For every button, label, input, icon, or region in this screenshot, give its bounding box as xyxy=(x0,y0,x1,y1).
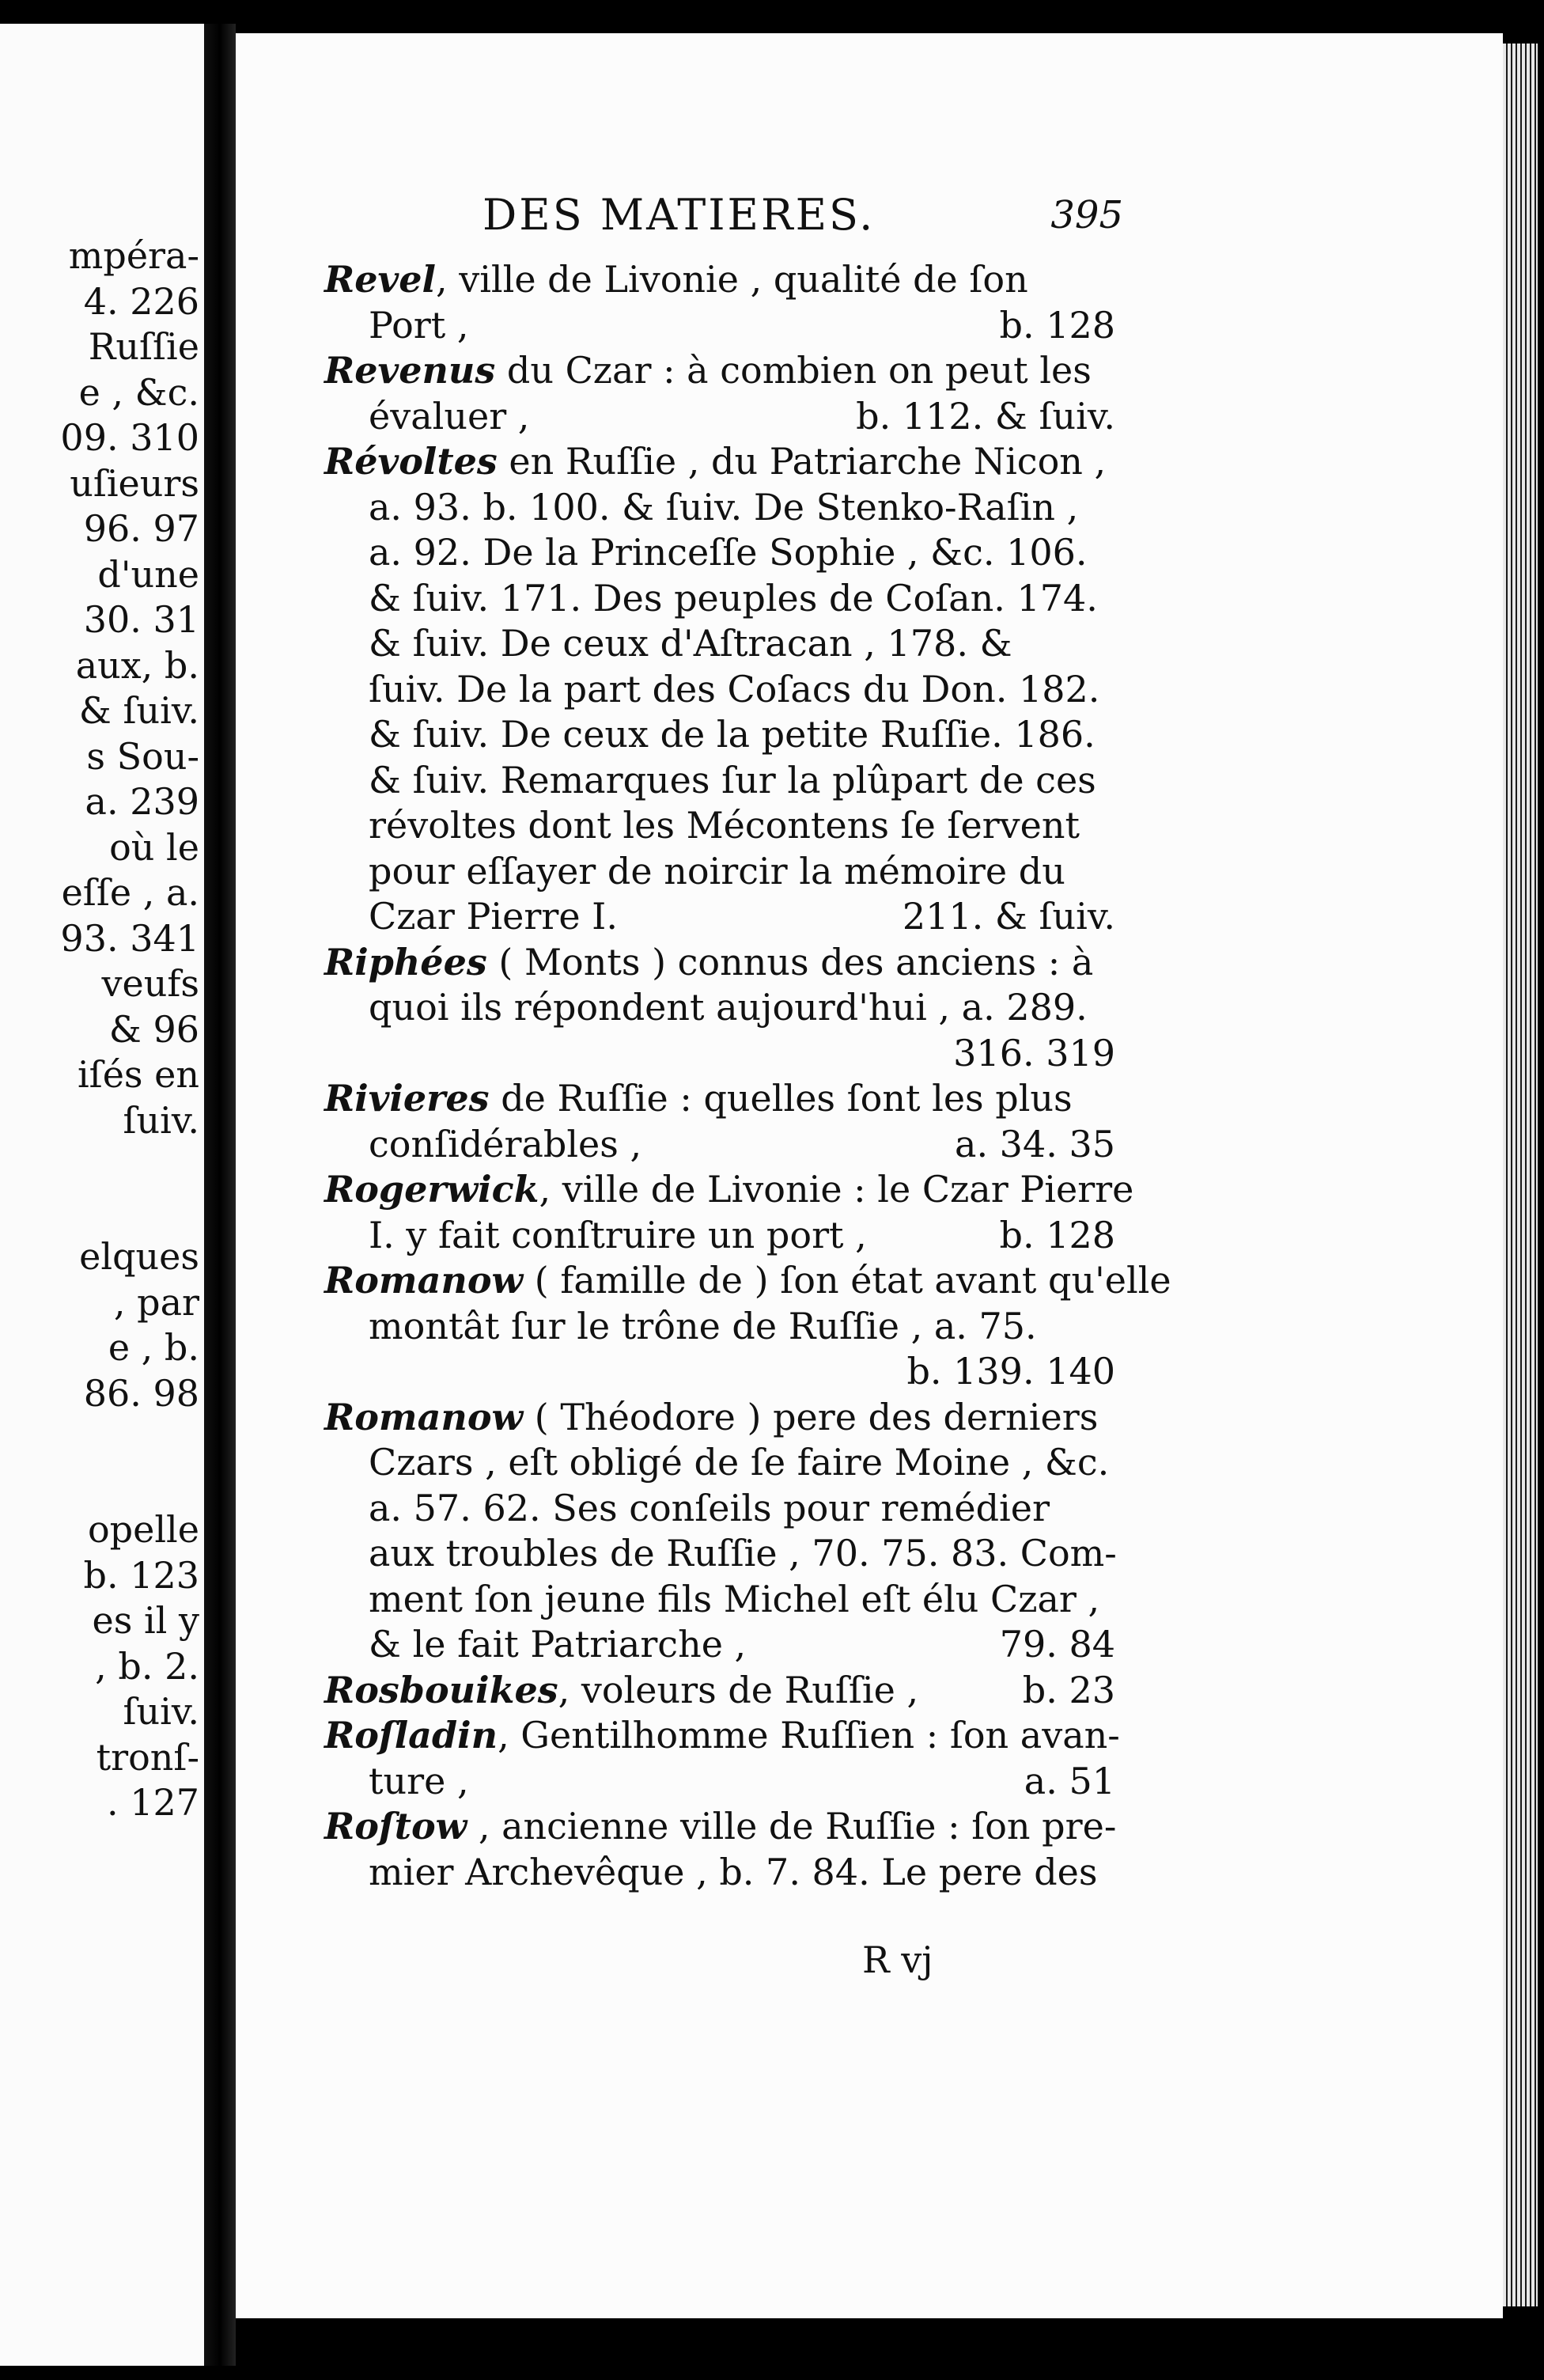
entry-text: montât ſur le trône de Ruſſie , a. 75. xyxy=(369,1304,1037,1347)
left-page-line: 09. 310 xyxy=(60,416,199,459)
index-entry xyxy=(324,940,1115,1077)
entry-text: , voleurs de Ruſſie , xyxy=(558,1668,919,1711)
left-page-line: e , &c. xyxy=(78,370,199,414)
entry-headword: Roſladin xyxy=(324,1714,498,1757)
left-page-line: eſſe , a. xyxy=(61,871,199,914)
entry-line xyxy=(324,485,1115,531)
left-page-line: & ſuiv. xyxy=(78,689,199,732)
page-number: 395 xyxy=(1050,193,1123,237)
left-page-line: aux, b. xyxy=(75,643,199,687)
index-entry xyxy=(324,439,1115,940)
entry-line xyxy=(324,758,1115,804)
entry-line xyxy=(324,849,1115,895)
entry-text: & ſuiv. De ceux d'Aſtracan , 178. & xyxy=(369,622,1012,665)
index-entry xyxy=(324,1668,1115,1714)
entry-line xyxy=(324,1713,1120,1759)
entry-line xyxy=(324,348,1115,394)
entry-text: ment ſon jeune fils Michel eſt élu Czar , xyxy=(369,1577,1100,1620)
entry-line xyxy=(324,894,1115,940)
left-page-line: s Sou- xyxy=(86,734,199,778)
entry-line xyxy=(324,303,1115,349)
index-entry xyxy=(324,257,1115,348)
entry-text: ( Monts ) connus des anciens : à xyxy=(486,940,1094,983)
page-edges xyxy=(1503,44,1538,2306)
entry-text: mier Archevêque , b. 7. 84. Le pere des xyxy=(369,1850,1098,1893)
entry-line xyxy=(324,257,1115,303)
index-entry xyxy=(324,1395,1115,1668)
entry-text: & ſuiv. Remarques ſur la plûpart de ces xyxy=(369,758,1096,802)
entry-text: Czars , eſt obligé de ſe faire Moine , &c. xyxy=(369,1441,1110,1484)
entry-line xyxy=(324,1031,1115,1077)
entry-line xyxy=(324,667,1115,713)
entry-text: & ſuiv. 171. Des peuples de Coſan. 174. xyxy=(369,576,1098,620)
index-entry xyxy=(324,348,1115,439)
running-title: DES MATIERES. xyxy=(482,190,876,240)
entry-text: , Gentilhomme Ruſſien : ſon avan- xyxy=(498,1714,1120,1757)
entry-headword: Romanow xyxy=(324,1395,524,1438)
page-header xyxy=(245,190,1123,245)
entry-line xyxy=(324,1577,1115,1623)
entry-line xyxy=(324,1850,1115,1896)
left-page-line: mpéra- xyxy=(68,234,199,277)
entry-text: , ville de Livonie : le Czar Pierre xyxy=(539,1168,1134,1211)
entry-text: conſidérables , xyxy=(369,1122,642,1165)
entry-text: pour eſſayer de noircir la mémoire du xyxy=(369,849,1065,892)
entry-line xyxy=(324,576,1115,622)
entry-headword: Rivieres xyxy=(324,1077,490,1120)
entry-reference: 316. 319 xyxy=(953,1031,1115,1074)
entry-text: & ſuiv. De ceux de la petite Ruſſie. 186. xyxy=(369,713,1096,756)
entry-reference: 211. & ſuiv. xyxy=(902,895,1115,938)
signature-mark: R vj xyxy=(862,1938,933,1981)
entry-text: I. y fait conſtruire un port , xyxy=(369,1213,867,1256)
left-page-line: 4. 226 xyxy=(83,279,199,323)
left-page-line: ſuiv. xyxy=(123,1098,199,1142)
entry-reference: b. 112. & ſuiv. xyxy=(856,394,1115,438)
entry-reference: b. 139. 140 xyxy=(906,1350,1115,1393)
left-page-line: uſieurs xyxy=(70,461,199,505)
entry-line xyxy=(324,530,1115,576)
entry-text: a. 57. 62. Ses conſeils pour remédier xyxy=(369,1486,1050,1529)
entry-text: révoltes dont les Mécontens ſe ſervent xyxy=(369,804,1080,847)
entry-text: Port , xyxy=(369,303,469,347)
entry-headword: Revel xyxy=(324,258,436,301)
entry-line xyxy=(324,1759,1115,1805)
entry-headword: Roſtow xyxy=(324,1805,467,1848)
entry-reference: b. 128 xyxy=(999,303,1115,347)
entry-text: aux troubles de Ruſſie , 70. 75. 83. Com- xyxy=(369,1532,1117,1575)
left-page-line: b. 123 xyxy=(83,1553,199,1597)
left-page-line: où le xyxy=(109,825,199,869)
book-gutter xyxy=(204,24,236,2366)
left-page-line: 93. 341 xyxy=(60,916,199,960)
entry-line xyxy=(324,1076,1115,1122)
entry-text: a. 92. De la Princeſſe Sophie , &c. 106. xyxy=(369,531,1088,574)
entry-reference: 79. 84 xyxy=(999,1623,1115,1666)
left-page-line: es il y xyxy=(92,1599,199,1642)
left-page-line: elques xyxy=(79,1235,199,1278)
left-page-line: d'une xyxy=(97,552,199,596)
entry-line xyxy=(324,1122,1115,1168)
entry-text: Czar Pierre I. xyxy=(369,895,618,938)
entry-line xyxy=(324,1531,1115,1577)
previous-page-fragment xyxy=(0,24,204,2366)
left-page-line: , par xyxy=(113,1280,199,1324)
left-page-line: opelle xyxy=(87,1508,199,1551)
left-page-line: ſuiv. xyxy=(123,1690,199,1733)
entry-line xyxy=(324,1804,1115,1850)
left-page-line: Ruſſie xyxy=(88,325,199,368)
entry-line xyxy=(324,1668,1115,1714)
left-page-line: . 127 xyxy=(106,1781,199,1824)
entry-text: ture , xyxy=(369,1759,469,1802)
index-entry xyxy=(324,1713,1120,1804)
index-entry xyxy=(324,1076,1115,1167)
entry-text: & le fait Patriarche , xyxy=(369,1623,747,1666)
entry-line xyxy=(324,1486,1115,1532)
entry-line xyxy=(324,621,1115,667)
index-entry xyxy=(324,1258,1171,1395)
entry-headword: Revenus xyxy=(324,349,496,392)
entry-line xyxy=(324,1304,1115,1350)
entry-line xyxy=(324,712,1115,758)
entry-reference: b. 128 xyxy=(999,1213,1115,1256)
entry-text: ſuiv. De la part des Coſacs du Don. 182. xyxy=(369,667,1100,711)
entry-headword: Riphées xyxy=(324,940,487,983)
entry-headword: Rosbouikes xyxy=(324,1668,558,1711)
entry-line xyxy=(324,1167,1134,1213)
left-page-line: e , b. xyxy=(108,1326,199,1369)
index-entry xyxy=(324,1804,1115,1895)
entry-line xyxy=(324,1349,1115,1395)
left-page-line: 30. 31 xyxy=(83,598,199,641)
entry-text: en Ruſſie , du Patriarche Nicon , xyxy=(497,440,1107,483)
entry-headword: Révoltes xyxy=(324,440,498,483)
left-page-line: 96. 97 xyxy=(83,507,199,550)
entry-text: quoi ils répondent aujourd'hui , a. 289. xyxy=(369,986,1088,1029)
entry-text: ( Théodore ) pere des derniers xyxy=(523,1395,1099,1438)
entry-text: , ville de Livonie , qualité de ſon xyxy=(435,258,1028,301)
entry-text: évaluer , xyxy=(369,394,530,438)
left-page-line: 86. 98 xyxy=(83,1371,199,1415)
index-entries xyxy=(324,257,1171,1895)
left-page-line: , b. 2. xyxy=(95,1644,199,1688)
entry-reference: a. 34. 35 xyxy=(955,1122,1115,1165)
entry-text: du Czar : à combien on peut les xyxy=(495,349,1092,392)
left-page-line: iſés en xyxy=(77,1053,199,1096)
entry-line xyxy=(324,394,1115,440)
entry-line xyxy=(324,1213,1115,1259)
left-page-line: veufs xyxy=(101,962,199,1005)
entry-text: ( famille de ) ſon état avant qu'elle xyxy=(523,1259,1171,1302)
entry-line xyxy=(324,985,1115,1031)
entry-line xyxy=(324,940,1115,986)
left-page-line: tronſ- xyxy=(96,1735,199,1779)
entry-line xyxy=(324,1258,1171,1304)
entry-text: de Ruſſie : quelles ſont les plus xyxy=(489,1077,1073,1120)
entry-headword: Romanow xyxy=(324,1259,524,1302)
index-entry xyxy=(324,1167,1134,1258)
entry-reference: b. 23 xyxy=(1022,1668,1115,1711)
left-page-line: & 96 xyxy=(108,1007,199,1051)
entry-line xyxy=(324,1440,1115,1486)
entry-headword: Rogerwick xyxy=(324,1168,539,1211)
entry-line xyxy=(324,1622,1115,1668)
entry-line xyxy=(324,1395,1115,1441)
entry-reference: a. 51 xyxy=(1024,1759,1115,1802)
entry-text: a. 93. b. 100. & ſuiv. De Stenko-Raſin , xyxy=(369,485,1079,529)
entry-text: , ancienne ville de Ruſſie : ſon pre- xyxy=(467,1805,1117,1848)
entry-line xyxy=(324,803,1115,849)
entry-line xyxy=(324,439,1115,485)
left-page-line: a. 239 xyxy=(85,780,199,823)
